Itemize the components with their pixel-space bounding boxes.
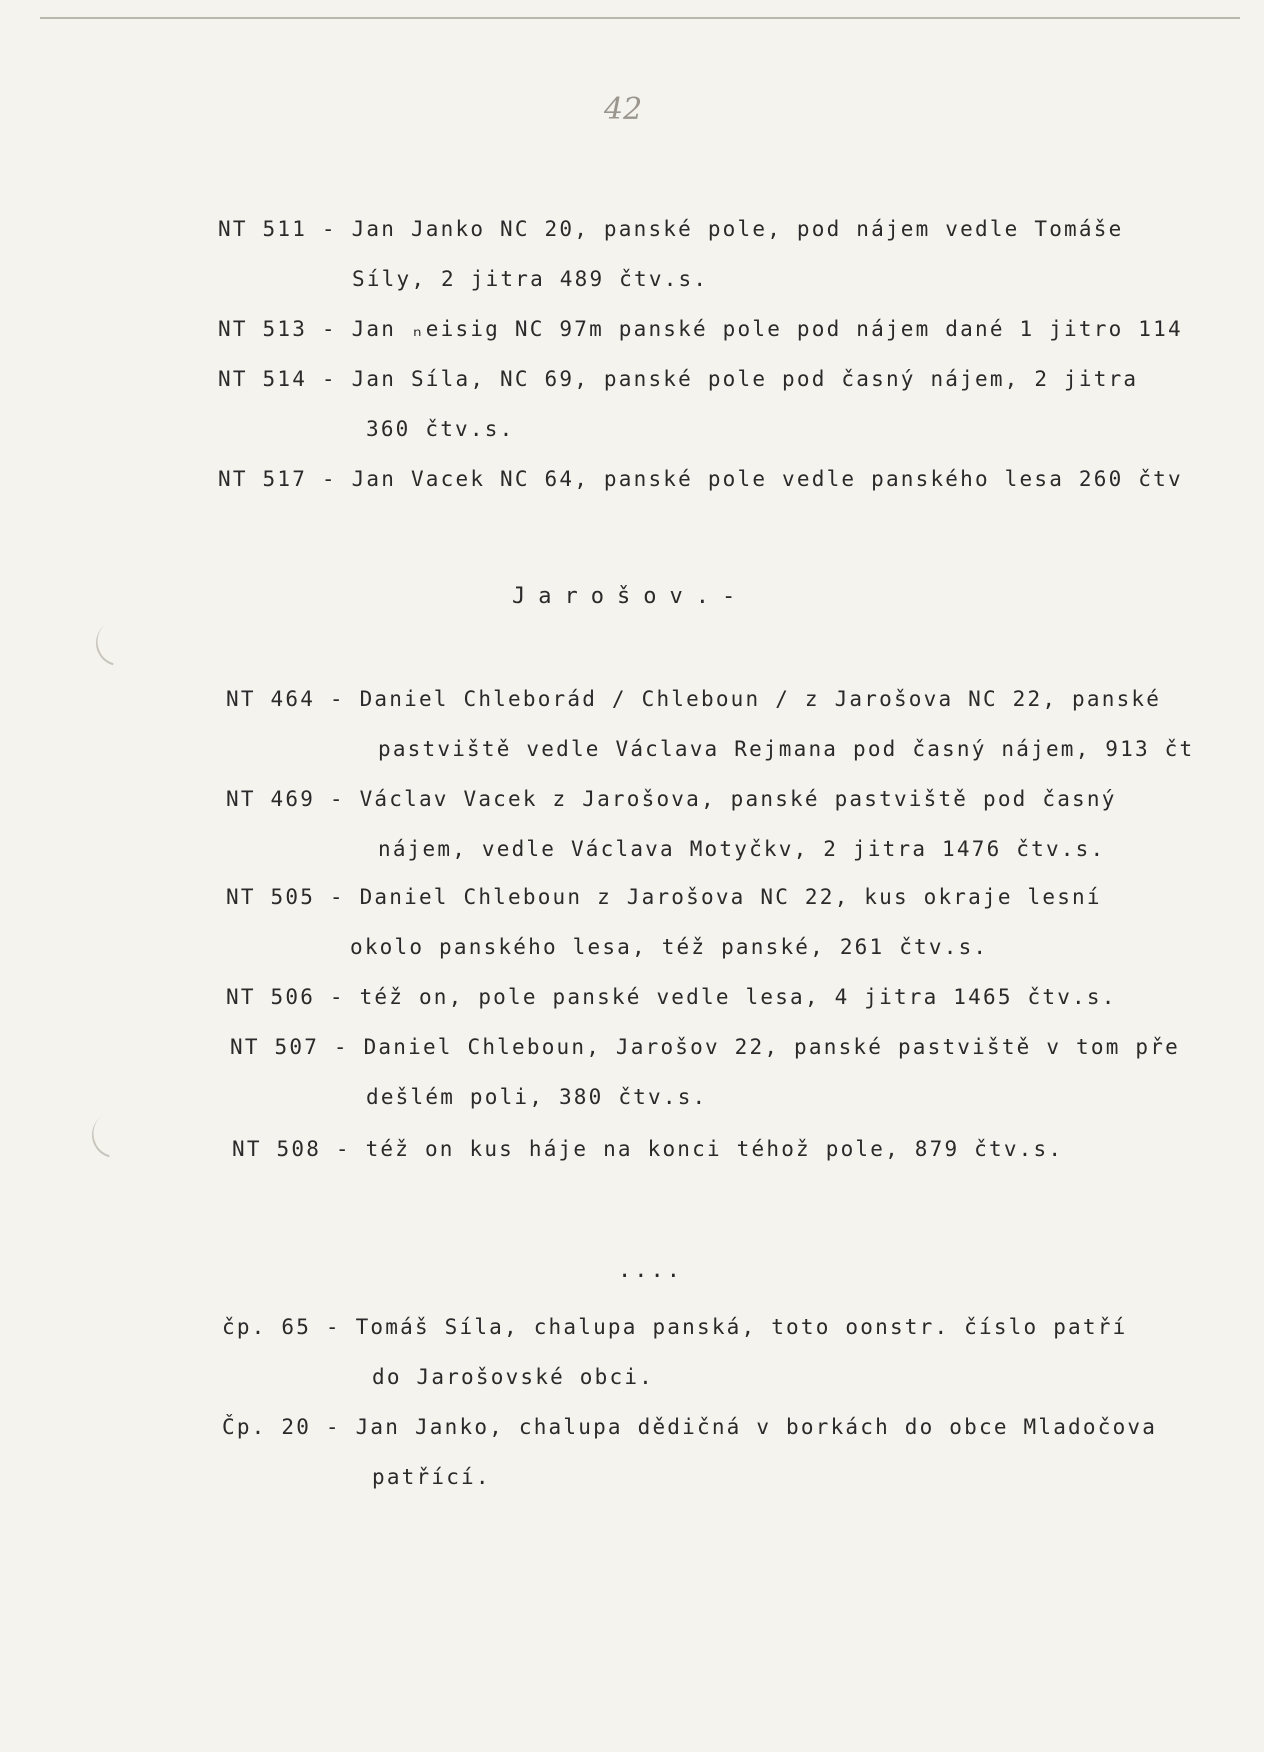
entry-nt-511-cont: Síly, 2 jitra 489 čtv.s.	[352, 267, 709, 291]
entry-nt-469: NT 469 - Václav Vacek z Jarošova, panské pastviště pod časný	[226, 787, 1117, 811]
entry-cp-20-cont: patřící.	[372, 1465, 491, 1489]
page-number: 42	[604, 92, 643, 127]
entry-nt-513: NT 513 - Jan ₙeisig NC 97m panské pole pod nájem dané 1 jitro 114	[218, 317, 1183, 341]
top-rule	[40, 17, 1240, 19]
entry-nt-517: NT 517 - Jan Vacek NC 64, panské pole vedle panského lesa 260 čtv	[218, 467, 1183, 491]
entry-nt-464: NT 464 - Daniel Chleborád / Chleboun / z Jarošova NC 22, panské	[226, 687, 1162, 711]
section-heading-jarosov: Jarošov.-	[512, 584, 749, 609]
entry-cp-65: čp. 65 - Tomáš Síla, chalupa panská, toto oonstr. číslo patří	[222, 1315, 1128, 1339]
entry-cp-20: Čp. 20 - Jan Janko, chalupa dědičná v borkách do obce Mladočova	[222, 1415, 1158, 1439]
entry-nt-464-cont: pastviště vedle Václava Rejmana pod časný nájem, 913 čt	[378, 737, 1195, 761]
entry-nt-469-cont: nájem, vedle Václava Motyčkv, 2 jitra 1476 čtv.s.	[378, 837, 1106, 861]
entry-cp-65-cont: do Jarošovské obci.	[372, 1365, 655, 1389]
entry-nt-514-cont: 360 čtv.s.	[366, 417, 515, 441]
entry-nt-507-cont: dešlém poli, 380 čtv.s.	[366, 1085, 708, 1109]
entry-nt-505: NT 505 - Daniel Chleboun z Jarošova NC 22, kus okraje lesní	[226, 885, 1102, 909]
entry-nt-507: NT 507 - Daniel Chleboun, Jarošov 22, panské pastviště v tom pře	[230, 1035, 1180, 1059]
entry-nt-508: NT 508 - též on kus háje na konci téhož pole, 879 čtv.s.	[232, 1137, 1064, 1161]
separator-dots: ....	[618, 1258, 683, 1283]
punch-hole-mark	[88, 612, 151, 675]
punch-hole-mark	[84, 1104, 147, 1167]
entry-nt-514: NT 514 - Jan Síla, NC 69, panské pole pod časný nájem, 2 jitra	[218, 367, 1139, 391]
entry-nt-505-cont: okolo panského lesa, též panské, 261 čtv.s.	[350, 935, 989, 959]
entry-nt-506: NT 506 - též on, pole panské vedle lesa, 4 jitra 1465 čtv.s.	[226, 985, 1117, 1009]
entry-nt-511: NT 511 - Jan Janko NC 20, panské pole, pod nájem vedle Tomáše	[218, 217, 1124, 241]
